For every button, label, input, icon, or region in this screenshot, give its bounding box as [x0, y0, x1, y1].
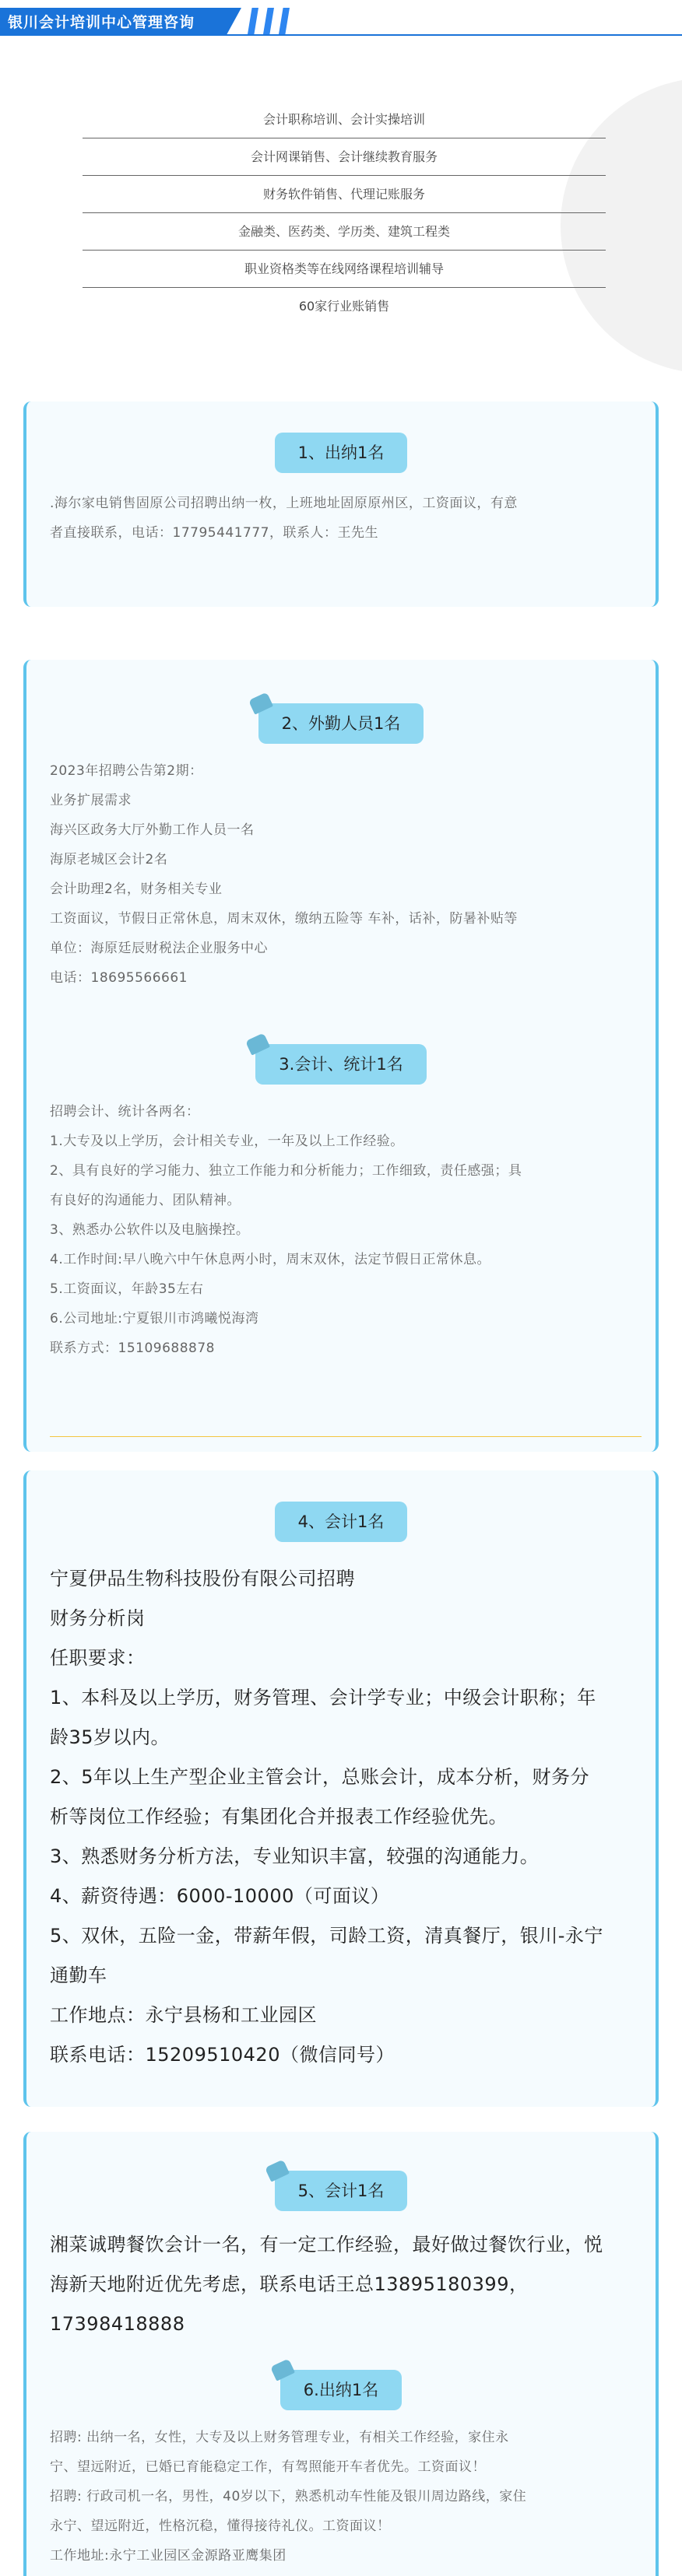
- header-stripe-decoration: [279, 8, 290, 34]
- header-underline: [0, 34, 682, 36]
- job-text: 2、5年以上生产型企业主管会计，总账会计，成本分析，财务分: [50, 1766, 590, 1788]
- job-text: 工资面议，节假日正常休息，周末双休，缴纳五险等 车补，话补，防暑补贴等: [50, 911, 518, 927]
- job-text: 工作地址:永宁工业园区金源路亚鹰集团: [50, 2548, 287, 2564]
- job-text: 4.工作时间:早八晚六中午休息两小时，周末双休，法定节假日正常休息。: [50, 1252, 490, 1267]
- job-text: 单位：海原廷辰财税法企业服务中心: [50, 941, 268, 956]
- job-text: 会计助理2名，财务相关专业: [50, 881, 223, 897]
- job-title-badge: 4、会计1名: [275, 1502, 408, 1542]
- job-text: 1、本科及以上学历，财务管理、会计学专业；中级会计职称；年: [50, 1687, 596, 1709]
- job-text: 3、熟悉办公软件以及电脑操控。: [50, 1222, 250, 1238]
- job-text: 海原老城区会计2名: [50, 852, 168, 867]
- service-item: 职业资格类等在线网络课程培训辅导: [83, 251, 606, 288]
- job-text: 业务扩展需求: [50, 793, 132, 808]
- service-item: 财务软件销售、代理记账服务: [83, 176, 606, 213]
- service-item: 会计职称培训、会计实操培训: [83, 101, 606, 138]
- job-text: 龄35岁以内。: [50, 1726, 170, 1748]
- job-title-badge: [275, 2171, 408, 2211]
- job-card: [23, 401, 659, 607]
- job-text: 6.公司地址:宁夏银川市鸿曦悦海湾: [50, 1311, 259, 1327]
- job-text: 通勤车: [50, 1964, 107, 1986]
- job-title-badge: 1、出纳1名: [275, 433, 408, 473]
- job-text: 有良好的沟通能力、团队精神。: [50, 1193, 241, 1208]
- job-text: 联系电话：15209510420（微信同号）: [50, 2044, 395, 2066]
- job-text: 海兴区政务大厅外勤工作人员一名: [50, 822, 255, 838]
- job-title-text: 3.会计、统计1名: [279, 1055, 403, 1074]
- job-text: 5.工资面议，年龄35左右: [50, 1281, 204, 1297]
- job-title-text: 2、外勤人员1名: [281, 714, 401, 733]
- job-text: 宁夏伊品生物科技股份有限公司招聘: [50, 1568, 355, 1589]
- job-text: 3、熟悉财务分析方法，专业知识丰富，较强的沟通能力。: [50, 1845, 540, 1867]
- job-text: 湘菜诚聘餐饮会计一名，有一定工作经验，最好做过餐饮行业，悦: [50, 2234, 603, 2255]
- header-stripe-decoration: [263, 8, 274, 34]
- page-header: [0, 0, 682, 36]
- job-text: 2、具有良好的学习能力、独立工作能力和分析能力；工作细致，责任感强；具: [50, 1163, 522, 1179]
- job-text: 任职要求：: [50, 1647, 146, 1669]
- job-text: 永宁、望远附近，性格沉稳，懂得接待礼仪。工资面议！: [50, 2518, 391, 2534]
- job-card: [23, 1470, 659, 2107]
- job-text: 2023年招聘公告第2期：: [50, 763, 203, 779]
- job-text: .海尔家电销售固原公司招聘出纳一枚，上班地址固原原州区，工资面议，有意: [50, 496, 518, 511]
- job-text: 招聘: 行政司机一名，男性，40岁以下，熟悉机动车性能及银川周边路线，家住: [50, 2489, 527, 2504]
- job-title-badge: [255, 1044, 426, 1085]
- tag-icon: [265, 2159, 290, 2182]
- job-card: [23, 660, 659, 1452]
- services-list: [0, 70, 682, 381]
- job-text: 工作地点：永宁县杨和工业园区: [50, 2004, 317, 2026]
- job-title-text: 6.出纳1名: [303, 2381, 379, 2399]
- job-text: 联系方式：15109688878: [50, 1341, 215, 1356]
- job-text: 1.大专及以上学历，会计相关专业，一年及以上工作经验。: [50, 1134, 404, 1149]
- service-item: 金融类、医药类、学历类、建筑工程类: [83, 213, 606, 251]
- header-stripe-decoration: [248, 8, 258, 34]
- tag-icon: [245, 1032, 270, 1055]
- job-text: 析等岗位工作经验；有集团化合并报表工作经验优先。: [50, 1806, 508, 1828]
- tag-icon: [248, 692, 273, 714]
- job-text: 海新天地附近优先考虑，联系电话王总13895180399，: [50, 2273, 529, 2295]
- job-text: 者直接联系，电话：17795441777，联系人：王先生: [50, 525, 378, 541]
- service-item: 会计网课销售、会计继续教育服务: [83, 138, 606, 176]
- tag-icon: [270, 2358, 295, 2381]
- job-text: 招聘会计、统计各两名：: [50, 1104, 200, 1120]
- job-title-badge: [280, 2370, 402, 2410]
- job-text: 17398418888: [50, 2313, 185, 2335]
- job-text: 宁、望远附近，已婚已育能稳定工作，有驾照能开车者优先。工资面议！: [50, 2459, 486, 2475]
- section-divider: [50, 1436, 642, 1437]
- job-text: 5、双休，五险一金，带薪年假，司龄工资，清真餐厅，银川-永宁: [50, 1925, 603, 1947]
- job-text: 财务分析岗: [50, 1607, 146, 1629]
- job-text: 电话：18695566661: [50, 970, 188, 986]
- job-text: 招聘: 出纳一名，女性，大专及以上财务管理专业，有相关工作经验，家住永: [50, 2430, 509, 2445]
- job-text: 4、薪资待遇：6000-10000（可面议）: [50, 1885, 390, 1907]
- job-title-badge: [258, 703, 424, 744]
- job-card: [23, 2132, 659, 2576]
- service-item: 60家行业账销售: [298, 299, 390, 314]
- job-title-text: 5、会计1名: [297, 2182, 385, 2200]
- page-title: 银川会计培训中心管理咨询: [8, 14, 195, 31]
